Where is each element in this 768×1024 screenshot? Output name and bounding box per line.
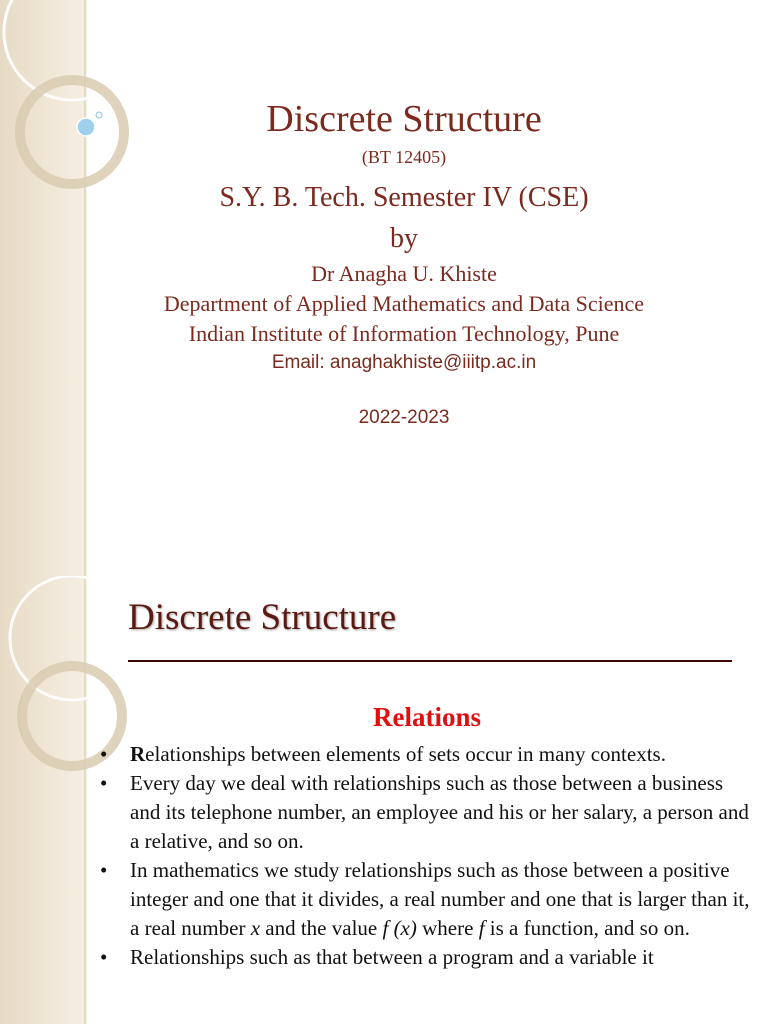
bullet-item bbox=[100, 769, 752, 856]
bullet-item bbox=[100, 740, 752, 769]
bullet-item bbox=[100, 856, 752, 943]
institute-name: Indian Institute of Information Technology, Pune bbox=[188, 321, 620, 346]
by-label: by bbox=[390, 223, 418, 254]
slide-title: Discrete Structure bbox=[128, 597, 397, 638]
bullet-item bbox=[100, 943, 752, 972]
academic-year: 2022-2023 bbox=[358, 407, 450, 428]
course-code: (BT 12405) bbox=[361, 147, 447, 167]
drop-letter: R bbox=[130, 742, 146, 766]
bullet-text: Relationships such as that between a program and a variable it bbox=[130, 945, 654, 969]
author-name: Dr Anagha U. Khiste bbox=[311, 261, 497, 286]
department-name: Department of Applied Mathematics and Data Science bbox=[163, 291, 645, 316]
title-underline bbox=[128, 660, 732, 662]
bullet-list bbox=[100, 740, 752, 972]
bullet-text: elationships between elements of sets occur in many contexts. bbox=[145, 742, 666, 766]
relations-slide bbox=[0, 576, 768, 1024]
program-name: S.Y. B. Tech. Semester IV (CSE) bbox=[219, 182, 589, 213]
bullet-text: Every day we deal with relationships such as those between a business and its telephone number, an employee and his or her salary, a person and a relative, and so on. bbox=[130, 771, 749, 853]
slide-title: Discrete Structure bbox=[266, 98, 542, 140]
bullet-text: In mathematics we study relationships such as those between a positive integer and one that it divides, a real number and one that is larger than it, a real number x and the value f (x) where f is a function, and so on. bbox=[130, 858, 750, 940]
author-email[interactable]: Email: anaghakhiste@iiitp.ac.in bbox=[271, 352, 537, 373]
section-heading: Relations bbox=[373, 702, 481, 732]
